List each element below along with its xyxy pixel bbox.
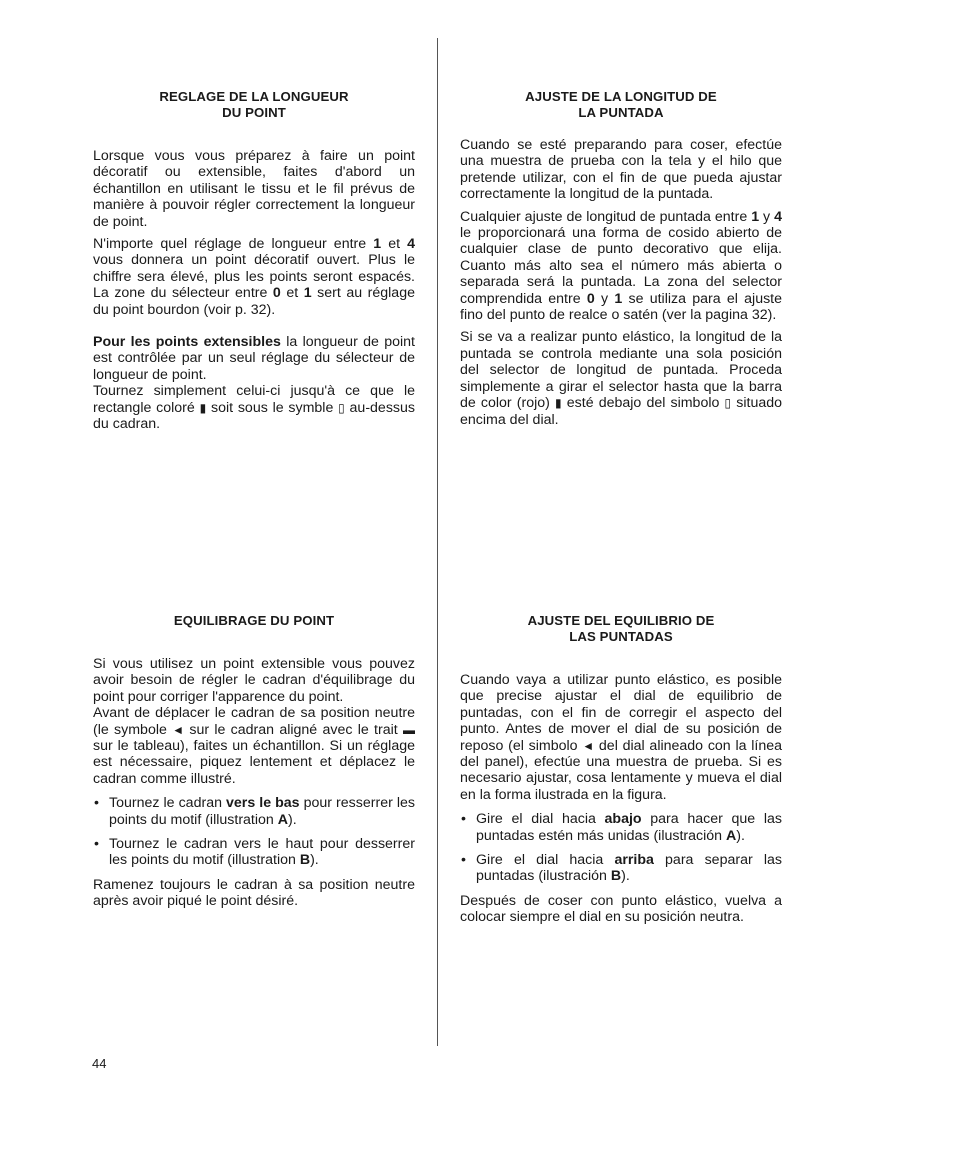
right-section-title-length <box>460 89 782 121</box>
left-section-balance <box>93 613 415 910</box>
page-number: 44 <box>92 1056 107 1071</box>
bold-term: vers le bas <box>226 795 300 812</box>
text-run: Gire el dial hacia <box>476 852 615 869</box>
text-run: sert au réglage du point bourdon (voir p. 32). <box>93 285 415 318</box>
illustration-ref: B <box>610 868 622 885</box>
bold-term: arriba <box>614 852 654 869</box>
left-section-stitch-length <box>93 89 415 433</box>
text-run: y <box>594 290 615 307</box>
text-run: del dial alineado con la línea del panel), efectúe una muestra de prueba. Si es necesario ajustar, cosa lentamente y mueva el dial en la forma ilustrada en la figura. <box>460 737 782 803</box>
left-paragraph-5: Si vous utilisez un point extensible vous pouvez avoir besoin de régler le cadran d'équilibrage du point pour corriger l'apparence du point. <box>93 656 415 705</box>
list-item <box>460 811 782 844</box>
text-run: la longueur de point est contrôlée par un seul réglage du sélecteur de longueur de point. <box>93 334 415 383</box>
text-run: Cuando vaya a utilizar punto elástico, es posible que precise ajustar el dial de equilibrio de puntadas, con el fin de corregir el aspecto del punto. Antes de mover el dial de su posición de reposo (el simbolo <box>460 672 782 754</box>
left-paragraph-1: Lorsque vous vous préparez à faire un point décoratif ou extensible, faites d'abord un échantillon en utilisant le tissu et le fil prévus de manière à pouvoir régler correctement la longueur de point. <box>93 148 415 230</box>
bold-number: 4 <box>774 208 782 225</box>
text-run: situado encima del dial. <box>460 395 782 428</box>
text-run: Tournez le cadran <box>109 795 227 812</box>
bold-number: 4 <box>407 236 416 253</box>
outline-rectangle-icon: ▯ <box>724 396 732 411</box>
left-bullet-list <box>93 795 415 869</box>
bullet-icon: • <box>461 811 466 828</box>
text-run: esté debajo del simbolo <box>561 395 725 412</box>
text-run: au-dessus du cadran. <box>93 399 415 433</box>
left-section-title-balance <box>93 613 415 629</box>
bold-number: 1 <box>373 236 382 253</box>
right-paragraph-1: Cuando se esté preparando para coser, efectúe una muestra de prueba con la tela y el hilo que pretende utilizar, con el fin de que pueda ajustar correctamente la longitud de la puntada. <box>460 137 782 203</box>
list-item <box>93 836 415 869</box>
bold-number: 0 <box>586 290 595 307</box>
left-paragraph-3 <box>93 334 415 383</box>
text-run: vous donnera un point décoratif ouvert. Plus le chiffre sera élevé, plus les points seront espacés. La zone du sélecteur entre <box>93 252 415 302</box>
colored-rectangle-icon: ▮ <box>555 396 562 411</box>
bold-term: abajo <box>604 811 642 828</box>
left-paragraph-4 <box>93 383 415 432</box>
right-bullet-list <box>460 811 782 885</box>
bullet-icon: • <box>94 836 99 853</box>
text-run: Gire el dial hacia <box>476 811 605 828</box>
bold-lead: Pour les points extensibles <box>93 334 281 351</box>
list-item <box>460 852 782 885</box>
text-run: ). <box>736 827 745 844</box>
text-run: le proporcionará una forma de cosido abierto de cualquier clase de punto decorativo que elija. Cuanto más alto sea el número más abierta o separada será la puntada. La zona del selector comprendida entre <box>460 225 782 307</box>
left-title-line: REGLAGE DE LA LONGUEUR DU POINT <box>159 89 349 120</box>
text-run: et <box>280 285 304 302</box>
illustration-ref: B <box>299 852 311 869</box>
text-run: para separar las puntadas (ilustración <box>476 852 782 885</box>
text-run: ). <box>288 811 297 828</box>
bold-number: 0 <box>272 285 281 302</box>
illustration-ref: A <box>277 811 288 828</box>
right-section-balance <box>460 613 782 926</box>
text-run: y <box>759 208 775 225</box>
text-run: ). <box>621 868 630 885</box>
right-paragraph-4 <box>460 672 782 803</box>
text-run: Tournez le cadran vers le haut pour desserrer les points du motif (illustration <box>109 836 415 869</box>
text-run: Tournez simplement celui-ci jusqu'à ce que le rectangle coloré <box>93 383 415 416</box>
text-run: Avant de déplacer le cadran de sa position neutre (le symbole <box>93 705 415 738</box>
bullet-icon: • <box>461 852 466 869</box>
right-paragraph-2 <box>460 209 782 324</box>
bold-number: 1 <box>614 290 623 307</box>
bold-number: 1 <box>751 208 760 225</box>
text-run: et <box>381 236 408 253</box>
bold-number: 1 <box>303 285 312 302</box>
left-paragraph-6 <box>93 705 415 787</box>
text-run: sur le cadran aligné avec le trait <box>184 721 403 738</box>
text-run: para hacer que las puntadas estén más unidas (ilustración <box>476 811 782 844</box>
right-section-title-balance <box>460 613 782 645</box>
colored-rectangle-icon: ▮ <box>199 400 207 415</box>
left-paragraph-7: Ramenez toujours le cadran à sa position neutre après avoir piqué le point désiré. <box>93 876 415 910</box>
left-paragraph-2 <box>93 236 415 318</box>
text-run: pour resserrer les points du motif (illustration <box>109 795 415 828</box>
dash-mark-icon: ▬ <box>403 722 415 737</box>
column-divider <box>437 38 438 1046</box>
right-paragraph-3 <box>460 329 782 427</box>
text-run: se utiliza para el ajuste fino del punto de realce o satén (ver la pagina 32). <box>460 290 783 324</box>
text-run: soit sous le symble <box>206 399 339 416</box>
text-run: N'importe quel réglage de longueur entre <box>93 236 374 253</box>
right-section-stitch-length <box>460 89 782 428</box>
illustration-ref: A <box>726 827 737 844</box>
triangle-left-icon: ◄ <box>172 722 185 737</box>
triangle-left-icon: ◄ <box>582 738 595 753</box>
right-paragraph-5: Después de coser con punto elástico, vuelva a colocar siempre el dial en su posición neutra. <box>460 892 782 926</box>
right-title-line: AJUSTE DE LA LONGITUD DE LA PUNTADA <box>525 89 717 120</box>
right-title-line: AJUSTE DEL EQUILIBRIO DE LAS PUNTADAS <box>527 613 715 644</box>
outline-rectangle-icon: ▯ <box>338 400 345 415</box>
list-item <box>93 795 415 828</box>
text-run: ). <box>310 852 319 869</box>
bullet-icon: • <box>94 795 99 812</box>
text-run: Cualquier ajuste de longitud de puntada entre <box>460 208 752 225</box>
text-run: sur le tableau), faites un échantillon. Si un réglage est nécessaire, piquez lentement et déplacez le cadran comme illustré. <box>93 738 415 787</box>
left-title-line: EQUILIBRAGE DU POINT <box>173 613 335 628</box>
text-run: Si se va a realizar punto elástico, la longitud de la puntada se controla mediante una sola posición del selector de longitud de puntada. Proceda simplemente a girar el selector hasta que la barra de color (rojo) <box>460 329 782 412</box>
left-section-title-length <box>93 89 415 121</box>
